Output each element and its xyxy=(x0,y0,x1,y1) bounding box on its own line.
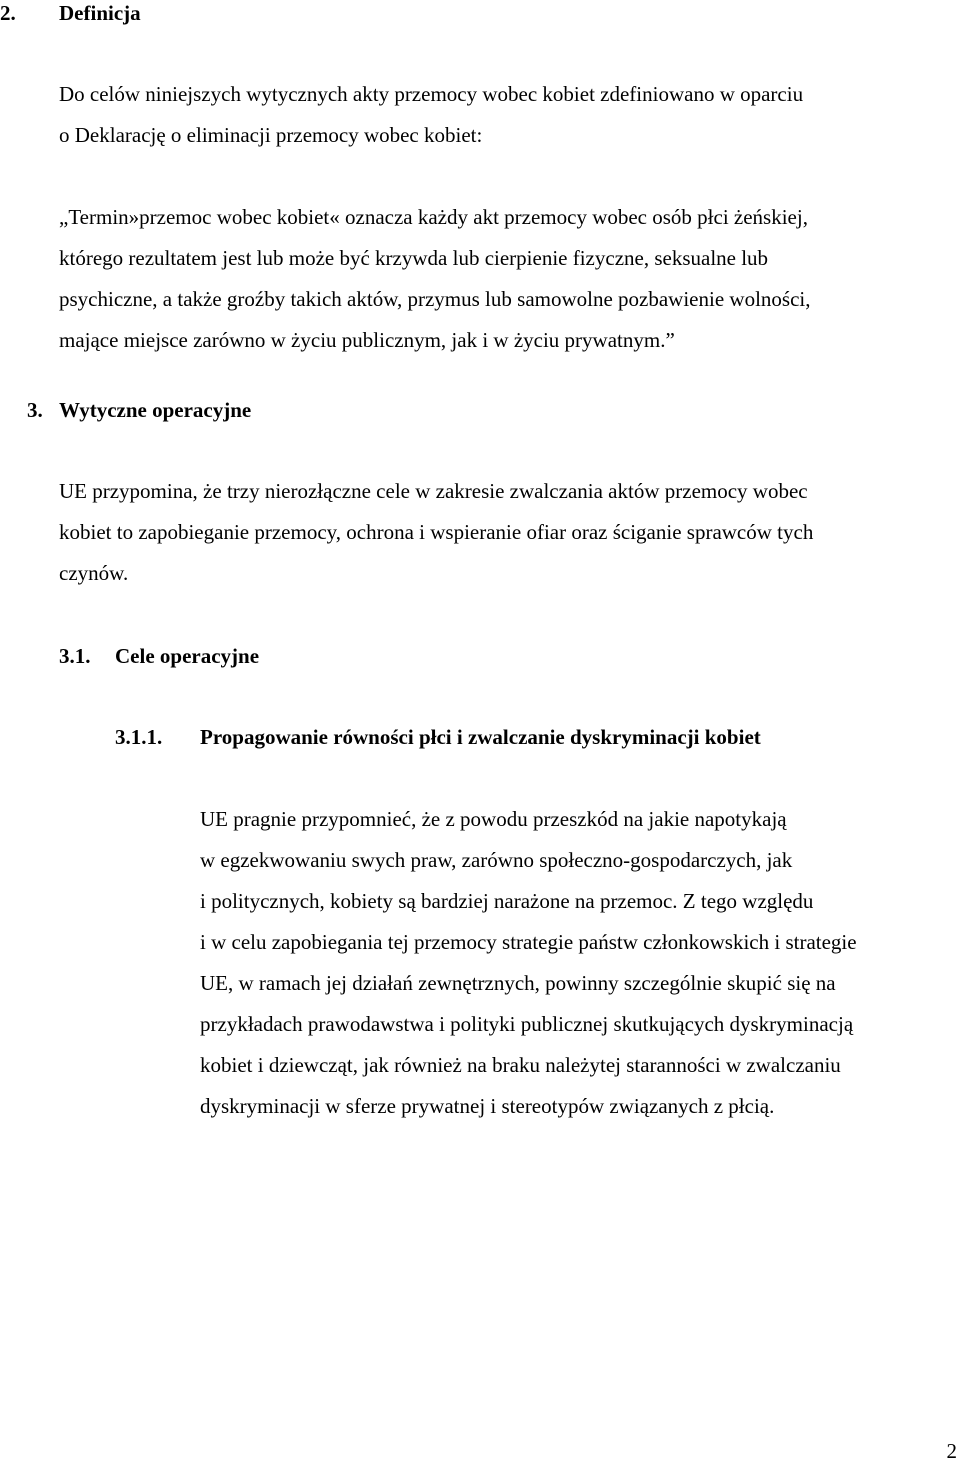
section-3-number: 3. xyxy=(27,398,43,422)
section-3-1-1-body-line: i politycznych, kobiety są bardziej narażone na przemoc. Z tego względu xyxy=(200,889,814,913)
section-3-body-line: czynów. xyxy=(59,561,129,585)
section-2-intro-line: Do celów niniejszych wytycznych akty przemocy wobec kobiet zdefiniowano w oparciu xyxy=(59,82,804,106)
section-3-1-1-body-line: UE pragnie przypomnieć, że z powodu przeszkód na jakie napotykają xyxy=(200,807,787,831)
section-3-1-1-body-line: przykładach prawodawstwa i polityki publicznej skutkujących dyskryminacją xyxy=(200,1012,854,1036)
section-3-1-1-body-line: w egzekwowaniu swych praw, zarówno społeczno-gospodarczych, jak xyxy=(200,848,793,872)
section-3-1-1-body-line: i w celu zapobiegania tej przemocy strategie państw członkowskich i strategie xyxy=(200,930,857,954)
section-2-heading xyxy=(0,0,141,26)
section-2-number: 2. xyxy=(0,1,16,25)
section-2-intro-line: o Deklarację o eliminacji przemocy wobec kobiet: xyxy=(59,123,483,147)
section-3-body-line: kobiet to zapobieganie przemocy, ochrona i wspieranie ofiar oraz ściganie sprawców tych xyxy=(59,520,814,544)
section-2-title: Definicja xyxy=(59,1,141,25)
page-number: 2 xyxy=(946,1439,957,1463)
section-3-heading xyxy=(27,397,251,423)
section-3-1-1-body-line: kobiet i dziewcząt, jak również na braku należytej staranności w zwalczaniu xyxy=(200,1053,841,1077)
section-3-1-heading xyxy=(59,643,259,669)
section-3-1-number: 3.1. xyxy=(59,644,91,668)
section-3-title: Wytyczne operacyjne xyxy=(59,398,252,422)
definition-quote-line: „Termin»przemoc wobec kobiet« oznacza każdy akt przemocy wobec osób płci żeńskiej, xyxy=(59,205,808,229)
section-3-1-1-title: Propagowanie równości płci i zwalczanie dyskryminacji kobiet xyxy=(200,725,761,749)
section-3-1-1-number: 3.1.1. xyxy=(115,725,163,749)
section-3-body-line: UE przypomina, że trzy nierozłączne cele w zakresie zwalczania aktów przemocy wobec xyxy=(59,479,808,503)
definition-quote-line: mające miejsce zarówno w życiu publicznym, jak i w życiu prywatnym.” xyxy=(59,328,675,352)
section-3-1-title: Cele operacyjne xyxy=(115,644,260,668)
section-3-1-1-body-line: UE, w ramach jej działań zewnętrznych, powinny szczególnie skupić się na xyxy=(200,971,836,995)
section-3-1-1-heading xyxy=(115,724,761,750)
definition-quote-line: psychiczne, a także groźby takich aktów, przymus lub samowolne pozbawienie wolności, xyxy=(59,287,811,311)
section-3-1-1-body-line: dyskryminacji w sferze prywatnej i stereotypów związanych z płcią. xyxy=(200,1094,775,1118)
definition-quote-line: którego rezultatem jest lub może być krzywda lub cierpienie fizyczne, seksualne lub xyxy=(59,246,769,270)
